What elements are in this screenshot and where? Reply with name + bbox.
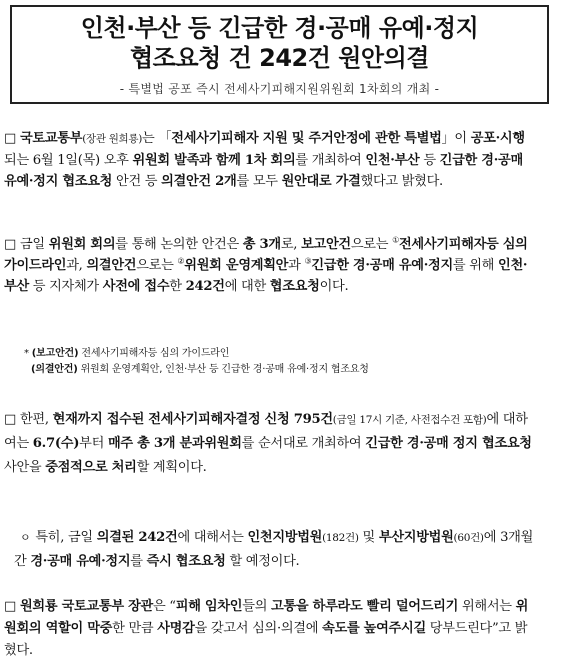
p2-text: 위원회 회의 <box>48 237 116 252</box>
p2-text: 전세사기피해자등 심의 가이드라인 <box>4 237 528 273</box>
p1-text: 의결안건 2개 <box>161 174 237 189</box>
p3-text: 긴급한 경·공매 정지 협조요청 <box>365 436 532 451</box>
p1-text: (장관 원희룡) <box>82 133 143 145</box>
p5-text: 당부드린다”고 밝혔다. <box>4 621 528 658</box>
p2-text: 총 3개 <box>242 237 281 252</box>
headline-line-2: 협조요청 건 242건 원안의결 <box>129 44 429 72</box>
p3-text: 사안을 <box>4 460 46 475</box>
p5-text: 고통을 하루라도 빨리 덜어드리기 <box>271 599 459 614</box>
note-text: 전세사기피해자등 심의 가이드라인 <box>78 348 230 359</box>
p1-text: 되는 6월 1일(목) 오후 <box>4 153 133 168</box>
circled-number: ② <box>177 256 185 266</box>
square-bullet-icon: □ <box>4 599 16 614</box>
paragraph-1 <box>4 128 536 192</box>
p3-text: 현재까지 접수된 전세사기피해자결정 신청 795건 <box>52 412 333 427</box>
p5-text: 원희룡 국토교통부 장관 <box>19 599 153 614</box>
p3-text: 중점적으로 처리 <box>45 460 137 475</box>
paragraph-5 <box>4 596 536 662</box>
note-text: 위원회 운영계획안, 인천·부산 등 긴급한 경·공매 유예·정지 협조요청 <box>77 364 369 375</box>
p1-text: 인천·부산 <box>365 153 420 168</box>
p3-text: 할 계획이다. <box>136 460 207 475</box>
p3-text: 6.7(수) <box>32 436 80 451</box>
p3-text: (금일 17시 기준, 사전접수건 포함) <box>332 414 487 426</box>
p3-text: 에 대하여는 <box>4 412 528 451</box>
p2-text: 등 지자체가 <box>28 279 103 294</box>
p4-text: 특히, 금일 <box>35 530 97 545</box>
p2-text: 242건 <box>185 279 225 294</box>
p2-text: 사전에 접수 <box>102 279 170 294</box>
title-box <box>10 5 549 104</box>
p2-text: 로, <box>280 237 302 252</box>
p1-text: 를 모두 <box>236 174 282 189</box>
law-name: 전세사기피해자 지원 및 주거안정에 관한 특별법 <box>171 131 442 146</box>
p2-text: 으로는 <box>350 237 393 252</box>
paragraph-2 <box>4 234 536 297</box>
p3-text: 한편, <box>19 412 53 427</box>
agenda-note <box>24 346 544 378</box>
p4-text: 에 3개월간 <box>14 530 534 569</box>
p5-text: 속도를 높여주시길 <box>322 621 426 636</box>
p2-text: 과, <box>66 258 87 273</box>
p2-text: 에 대한 <box>224 279 270 294</box>
p4-text: 인천지방법원 <box>247 530 323 545</box>
p5-text: 은 “ <box>152 599 176 614</box>
p2-text: 의결안건 <box>86 258 137 273</box>
p1-text: 했다고 밝혔다. <box>360 174 443 189</box>
subtitle: - 특별법 공포 즉시 전세사기피해지원위원회 1차회의 개최 - <box>119 82 440 96</box>
p5-text: 위원회의 역할이 막중 <box>4 599 529 636</box>
note-tag: (의결안건) <box>31 364 78 375</box>
p3-text: 를 순서대로 개최하여 <box>241 436 366 451</box>
p1-text: 공포·시행 <box>470 131 525 146</box>
p2-text: 를 위해 <box>452 258 498 273</box>
p2-text: 인천·부산 <box>4 258 528 294</box>
p1-text: 위원회 발족과 함께 1차 회의 <box>132 153 296 168</box>
circled-number: ③ <box>304 256 312 266</box>
headline-line-1: 인천·부산 등 긴급한 경·공매 유예·정지 <box>80 14 479 42</box>
p5-text: 을 갖고서 심의·의결에 <box>194 621 323 636</box>
p4-text: 의결된 242건 <box>96 530 178 545</box>
square-bullet-icon: □ <box>4 237 16 252</box>
p2-text: 한 <box>169 279 186 294</box>
p5-text: 위해서는 <box>458 599 516 614</box>
p1-text: 등 <box>419 153 440 168</box>
note-tag: (보고안건) <box>31 348 79 359</box>
p1-text: 국토교통부 <box>19 131 83 146</box>
circle-bullet-icon: ㅇ <box>20 531 31 544</box>
p1-text: 를 개최하여 <box>295 153 366 168</box>
square-bullet-icon: □ <box>4 412 16 427</box>
p2-text: 긴급한 경·공매 유예·정지 <box>311 258 453 273</box>
p4-text: 에 대해서는 <box>177 530 248 545</box>
paragraph-4 <box>14 526 536 574</box>
p1-text: 긴급한 경·공매 유예·정지 협조요청 <box>4 153 523 189</box>
p2-text: 과 <box>288 258 305 273</box>
asterisk: * <box>24 348 29 359</box>
p2-text: 이다. <box>319 279 349 294</box>
paragraph-3 <box>4 408 536 480</box>
p2-text: 위원회 운영계획안 <box>184 258 289 273</box>
square-bullet-icon: □ <box>4 131 16 146</box>
p5-text: 들의 <box>242 599 272 614</box>
p4-text: (182건) <box>322 532 359 544</box>
p4-text: 부산지방법원 <box>378 530 454 545</box>
p4-text: 및 <box>358 530 379 545</box>
note-row-2 <box>24 362 544 378</box>
p5-text: 한 만큼 <box>112 621 158 636</box>
p5-text: 피해 임차인 <box>175 599 243 614</box>
p3-text: 매주 총 3개 분과위원회 <box>107 436 242 451</box>
p3-text: 부터 <box>79 436 108 451</box>
p5-text: 사명감 <box>157 621 195 636</box>
p1-text: 안건 등 <box>112 174 162 189</box>
p2-text: 금일 <box>19 237 49 252</box>
p4-text: 할 예정이다. <box>225 554 300 569</box>
p4-text: (60건) <box>453 532 484 544</box>
p2-text: 협조요청 <box>269 279 320 294</box>
p4-text: 즉시 협조요청 <box>146 554 226 569</box>
p4-text: 를 <box>130 554 147 569</box>
note-row-1 <box>24 346 544 362</box>
p2-text: 으로는 <box>136 258 178 273</box>
p1-text: 」이 <box>441 131 471 146</box>
p2-text: 보고안건 <box>301 237 351 252</box>
p2-text: 를 통해 논의한 안건은 <box>115 237 243 252</box>
circled-number: ① <box>392 235 399 245</box>
p1-text: 는 「 <box>142 131 172 146</box>
p1-text: 원안대로 가결 <box>281 174 361 189</box>
p4-text: 경·공매 유예·정지 <box>30 554 131 569</box>
